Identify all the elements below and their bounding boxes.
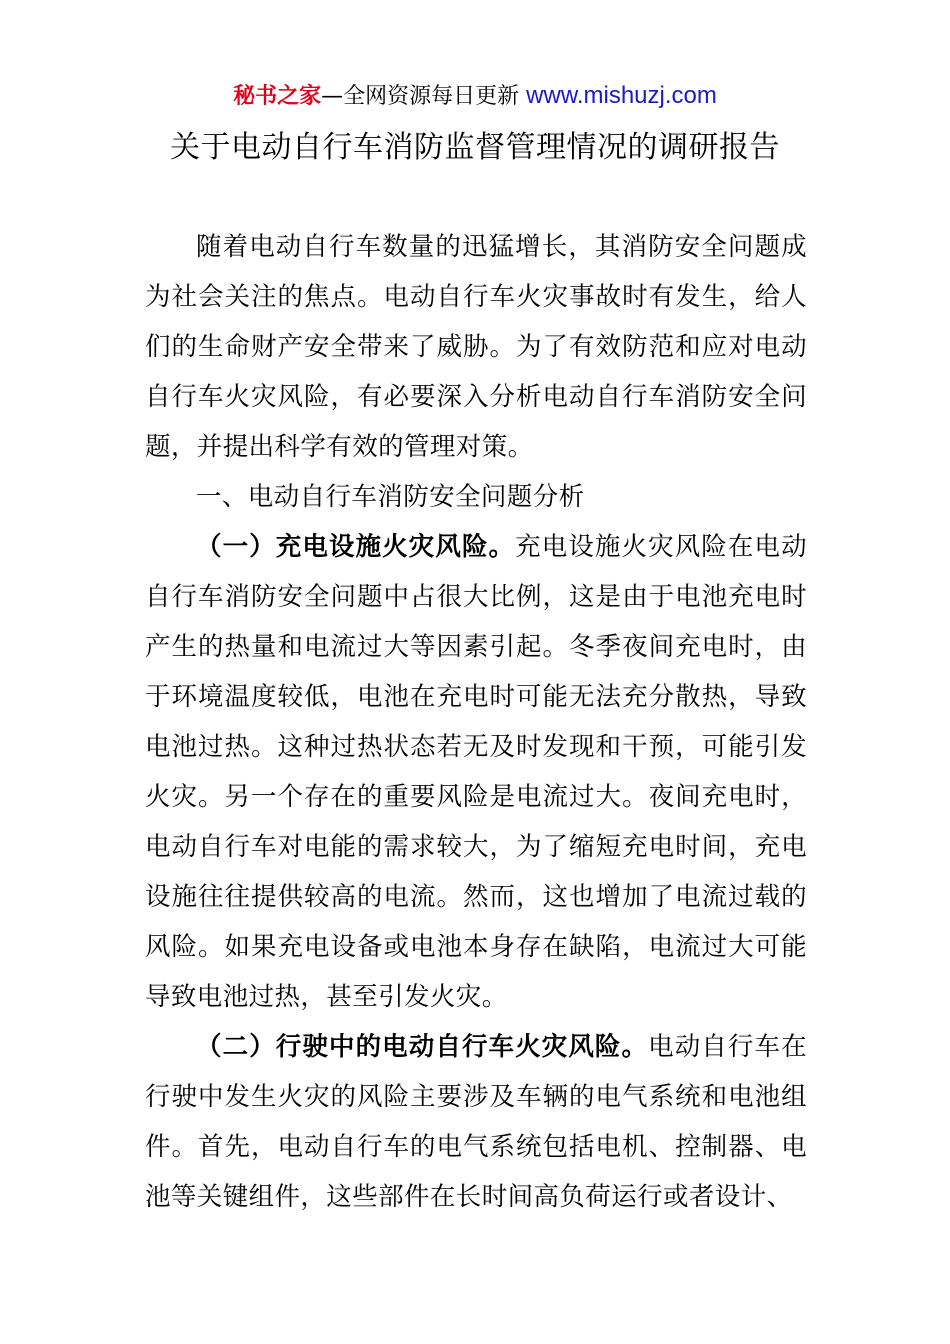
section-heading-1: 一、电动自行车消防安全问题分析	[196, 482, 585, 512]
header-tagline: —全网资源每日更新	[321, 84, 520, 109]
subsection-text-2: 电动自行车在行驶中发生火灾的风险主要涉及车辆的电气系统和电池组件。首先，电动自行车的电气系统包括电机、控制器、电池等关键组件，这些部件在长时间高负荷运行或者设计、	[145, 1032, 807, 1212]
subsection-heading-1: （一）充电设施火灾风险。	[196, 532, 516, 562]
subsection-heading-2: （二）行驶中的电动自行车火灾风险。	[196, 1032, 649, 1062]
intro-paragraph: 随着电动自行车数量的迅猛增长，其消防安全问题成为社会关注的焦点。电动自行车火灾事故时有发生，给人们的生命财产安全带来了威胁。为了有效防范和应对电动自行车火灾风险，有必要深入分析电动自行车消防安全问题，并提出科学有效的管理对策。	[145, 232, 807, 462]
subsection-paragraph-1	[145, 522, 807, 1022]
site-url-link[interactable]: www.mishuzj.com	[526, 82, 717, 109]
site-header	[0, 80, 950, 113]
subsection-text-1: 充电设施火灾风险在电动自行车消防安全问题中占很大比例，这是由于电池充电时产生的热量和电流过大等因素引起。冬季夜间充电时，由于环境温度较低，电池在充电时可能无法充分散热，导致电池过热。这种过热状态若无及时发现和干预，可能引发火灾。另一个存在的重要风险是电流过大。夜间充电时，电动自行车对电能的需求较大，为了缩短充电时间，充电设施往往提供较高的电流。然而，这也增加了电流过载的风险。如果充电设备或电池本身存在缺陷，电流过大可能导致电池过热，甚至引发火灾。	[145, 532, 807, 1012]
brand-name: 秘书之家	[233, 84, 322, 109]
document-body	[145, 222, 807, 1222]
subsection-paragraph-2	[145, 1022, 807, 1222]
document-title: 关于电动自行车消防监督管理情况的调研报告	[170, 130, 780, 165]
